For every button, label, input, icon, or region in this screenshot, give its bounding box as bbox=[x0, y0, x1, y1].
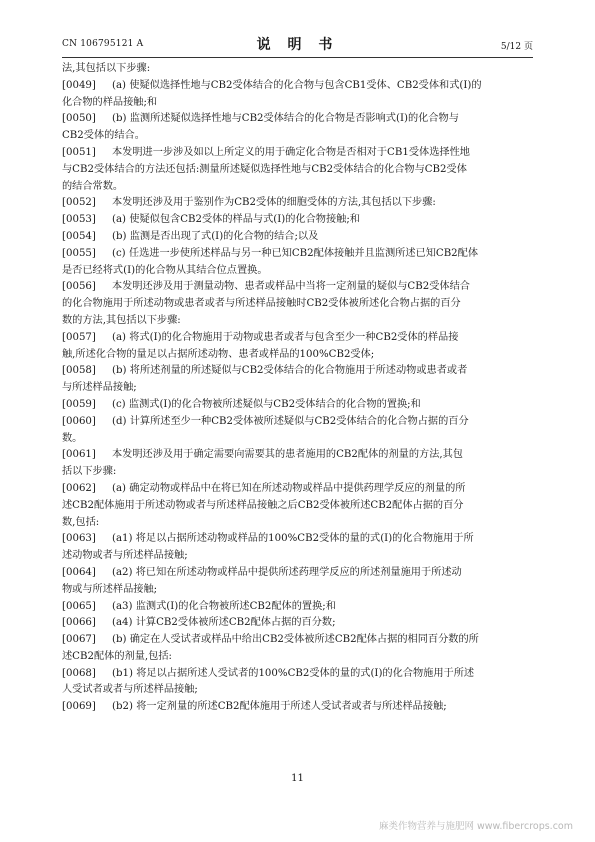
paragraph bbox=[62, 481, 533, 531]
paragraph-text: (a) 确定动物或样品中在将已知在所述动物或样品中提供药理学反应的剂量的所 bbox=[112, 482, 466, 494]
paragraph-text: 本发明还涉及用于鉴别作为CB2受体的细胞受体的方法,其包括以下步骤: bbox=[112, 197, 436, 209]
paragraph-text: 人受试者或者与所述样品接触; bbox=[62, 684, 198, 696]
text-line bbox=[62, 313, 533, 330]
patent-number: CN 106795121 A bbox=[62, 39, 144, 49]
paragraph-text: (b) 监测是否出现了式(I)的化合物的结合;以及 bbox=[112, 230, 319, 242]
paragraph-text: (b2) 将一定剂量的所述CB2配体施用于所述人受试者或者与所述样品接触; bbox=[112, 701, 447, 713]
paragraph-number: [0052] bbox=[62, 197, 96, 209]
paragraph-number: [0060] bbox=[62, 415, 96, 427]
header-divider bbox=[62, 57, 533, 58]
text-line bbox=[62, 246, 533, 263]
text-line bbox=[62, 699, 533, 716]
text-line bbox=[62, 296, 533, 313]
paragraph-text: 数。 bbox=[62, 432, 83, 444]
paragraph-text: (b) 监测所述疑似选择性地与CB2受体结合的化合物是否影响式(I)的化合物与 bbox=[112, 113, 459, 125]
text-line bbox=[62, 212, 533, 229]
text-line bbox=[62, 649, 533, 666]
paragraph-text: 与CB2受体结合的方法还包括:测量所述疑似选择性地与CB2受体结合的化合物与CB2受体 bbox=[62, 163, 467, 175]
text-line bbox=[62, 95, 533, 112]
text-line bbox=[62, 582, 533, 599]
paragraph-number: [0062] bbox=[62, 482, 96, 494]
paragraph-number: [0058] bbox=[62, 365, 96, 377]
text-line bbox=[62, 431, 533, 448]
paragraph-number: [0064] bbox=[62, 566, 96, 578]
text-line bbox=[62, 145, 533, 162]
text-line bbox=[62, 481, 533, 498]
paragraph-text: (b) 将所述剂量的所述疑似与CB2受体结合的化合物施用于所述动物或患者或者 bbox=[112, 365, 468, 377]
paragraph-text: 述CB2配体施用于所述动物或者与所述样品接触之后CB2受体被所述CB2配体占据的百分 bbox=[62, 499, 464, 511]
paragraph-text: 述CB2配体的剂量,包括: bbox=[62, 650, 172, 662]
page-indicator: 5/12 页 bbox=[500, 42, 533, 52]
paragraph-text: 物或与所述样品接触; bbox=[62, 583, 158, 595]
text-line bbox=[62, 414, 533, 431]
text-line bbox=[62, 263, 533, 280]
text-line bbox=[62, 380, 533, 397]
text-line bbox=[62, 363, 533, 380]
paragraph-number: [0056] bbox=[62, 281, 96, 293]
paragraph-text: 触,所述化合物的量足以占据所述动物、患者或样品的100%CB2受体; bbox=[62, 348, 375, 360]
paragraph-number: [0069] bbox=[62, 701, 96, 713]
paragraph-number: [0068] bbox=[62, 667, 96, 679]
paragraph bbox=[62, 111, 533, 145]
text-line bbox=[62, 179, 533, 196]
text-line bbox=[62, 464, 533, 481]
paragraph-text: 括以下步骤: bbox=[62, 466, 117, 478]
paragraph-number: [0063] bbox=[62, 533, 96, 545]
paragraph bbox=[62, 632, 533, 666]
paragraph-text: 的结合常数。 bbox=[62, 180, 124, 192]
paragraph-text: 法,其包括以下步骤: bbox=[62, 63, 151, 74]
paragraph bbox=[62, 414, 533, 448]
paragraph-text: 数,包括: bbox=[62, 516, 100, 528]
paragraph-number: [0055] bbox=[62, 247, 96, 259]
site-watermark: 麻类作物营养与施肥网 www.fibercrops.com bbox=[378, 821, 573, 832]
paragraph-text: (a3) 监测式(I)的化合物被所述CB2配体的置换;和 bbox=[112, 600, 336, 612]
text-line bbox=[62, 330, 533, 347]
text-line bbox=[62, 599, 533, 616]
paragraph bbox=[62, 78, 533, 112]
paragraph bbox=[62, 363, 533, 397]
text-line bbox=[62, 682, 533, 699]
paragraph-text: (c) 监测式(I)的化合物被所述疑似与CB2受体结合的化合物的置换;和 bbox=[112, 398, 421, 410]
document-body bbox=[62, 61, 533, 716]
paragraph bbox=[62, 531, 533, 565]
paragraph-number: [0049] bbox=[62, 79, 96, 91]
paragraph-text: (a) 使疑似包含CB2受体的样品与式(I)的化合物接触;和 bbox=[112, 214, 360, 226]
paragraph-text: (d) 计算所述至少一种CB2受体被所述疑似与CB2受体结合的化合物占据的百分 bbox=[112, 415, 469, 427]
text-line bbox=[62, 447, 533, 464]
paragraph-number: [0059] bbox=[62, 398, 96, 410]
paragraph bbox=[62, 447, 533, 481]
paragraph-text: 与所述样品接触; bbox=[62, 382, 137, 394]
paragraph bbox=[62, 279, 533, 329]
paragraph-text: (a2) 将已知在所述动物或样品中提供所述药理学反应的所述剂量施用于所述动 bbox=[112, 566, 462, 578]
text-line bbox=[62, 78, 533, 95]
paragraph-text: (b1) 将足以占据所述人受试者的100%CB2受体的量的式(I)的化合物施用于所述 bbox=[112, 667, 475, 679]
paragraph-text: 本发明还涉及用于测量动物、患者或样品中当将一定剂量的疑似与CB2受体结合 bbox=[112, 281, 470, 293]
paragraph bbox=[62, 666, 533, 700]
text-line bbox=[62, 128, 533, 145]
paragraph-number: [0053] bbox=[62, 214, 96, 226]
paragraph bbox=[62, 229, 533, 246]
page-header bbox=[62, 34, 533, 54]
text-line bbox=[62, 531, 533, 548]
text-line bbox=[62, 195, 533, 212]
page-number: 11 bbox=[291, 773, 304, 784]
paragraph-number: [0050] bbox=[62, 113, 96, 125]
paragraph-text: (a1) 将足以占据所述动物或样品的100%CB2受体的量的式(I)的化合物施用于所 bbox=[112, 533, 474, 545]
paragraph-number: [0065] bbox=[62, 600, 96, 612]
paragraph bbox=[62, 615, 533, 632]
paragraph bbox=[62, 61, 533, 78]
paragraph bbox=[62, 145, 533, 195]
text-line bbox=[62, 397, 533, 414]
paragraph-number: [0051] bbox=[62, 146, 96, 158]
paragraph bbox=[62, 397, 533, 414]
paragraph-text: 述动物或者与所述样品接触; bbox=[62, 550, 188, 562]
paragraph-number: [0066] bbox=[62, 617, 96, 629]
paragraph-text: 本发明还涉及用于确定需要向需要其的患者施用的CB2配体的剂量的方法,其包 bbox=[112, 449, 463, 461]
text-line bbox=[62, 498, 533, 515]
paragraph-number: [0054] bbox=[62, 230, 96, 242]
paragraph bbox=[62, 565, 533, 599]
text-line bbox=[62, 615, 533, 632]
paragraph bbox=[62, 195, 533, 212]
text-line bbox=[62, 229, 533, 246]
paragraph-number: [0057] bbox=[62, 331, 96, 343]
paragraph bbox=[62, 599, 533, 616]
paragraph-number: [0067] bbox=[62, 634, 96, 646]
text-line bbox=[62, 515, 533, 532]
paragraph-text: (a) 使疑似选择性地与CB2受体结合的化合物与包含CB1受体、CB2受体和式(I)的 bbox=[112, 79, 482, 91]
paragraph-text: (a4) 计算CB2受体被所述CB2配体占据的百分数; bbox=[112, 617, 336, 629]
text-line bbox=[62, 632, 533, 649]
paragraph-text: 的化合物施用于所述动物或患者或者与所述样品接触时CB2受体被所述化合物占据的百分 bbox=[62, 298, 461, 310]
paragraph-text: 本发明进一步涉及如以上所定义的用于确定化合物是否相对于CB1受体选择性地 bbox=[112, 146, 470, 158]
paragraph bbox=[62, 246, 533, 280]
paragraph bbox=[62, 212, 533, 229]
paragraph-text: 是否已经将式(I)的化合物从其结合位点置换。 bbox=[62, 264, 268, 276]
text-line bbox=[62, 111, 533, 128]
paragraph-text: CB2受体的结合。 bbox=[62, 130, 145, 142]
text-line bbox=[62, 279, 533, 296]
text-line bbox=[62, 61, 533, 78]
text-line bbox=[62, 565, 533, 582]
paragraph-text: (b) 确定在人受试者或样品中给出CB2受体被所述CB2配体占据的相同百分数的所 bbox=[112, 634, 479, 646]
paragraph-number: [0061] bbox=[62, 449, 96, 461]
paragraph-text: (c) 任选进一步使所述样品与另一种已知CB2配体接触并且监测所述已知CB2配体 bbox=[112, 247, 479, 259]
paragraph-text: 数的方法,其包括以下步骤: bbox=[62, 314, 181, 326]
text-line bbox=[62, 162, 533, 179]
paragraph bbox=[62, 330, 533, 364]
text-line bbox=[62, 666, 533, 683]
paragraph-text: (a) 将式(I)的化合物施用于动物或患者或者与包含至少一种CB2受体的样品接 bbox=[112, 331, 459, 343]
document-title: 说 明 书 bbox=[256, 37, 339, 53]
text-line bbox=[62, 548, 533, 565]
paragraph bbox=[62, 699, 533, 716]
paragraph-text: 化合物的样品接触;和 bbox=[62, 96, 158, 108]
text-line bbox=[62, 347, 533, 364]
